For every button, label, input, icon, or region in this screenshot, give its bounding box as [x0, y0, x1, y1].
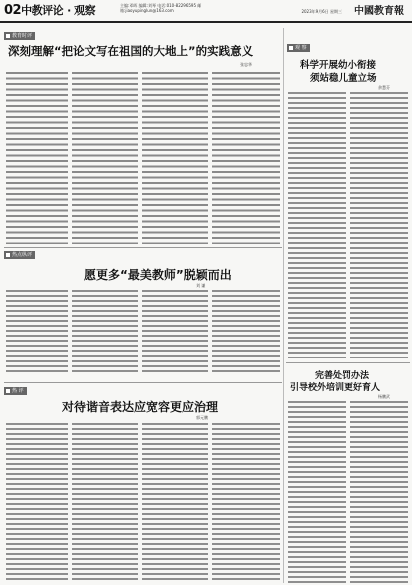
article-body-column	[142, 290, 208, 374]
issue-date: 2023年9月6日 星期三	[301, 9, 342, 14]
article-tag: 观 察	[287, 44, 310, 52]
article-body-column	[72, 290, 138, 374]
article-headline-line: 须站稳儿童立场	[310, 73, 377, 84]
article-body-column	[350, 401, 408, 583]
article-body-column	[6, 72, 68, 244]
article-body-column	[288, 401, 346, 583]
subsection-label: 观察	[74, 4, 96, 17]
header-rule	[0, 21, 412, 23]
article-body-column	[212, 72, 280, 244]
article-byline: 余慧芬	[378, 85, 390, 90]
article-headline-line: 引导校外培训更好育人	[290, 383, 381, 393]
column-divider	[283, 28, 284, 583]
article-body-column	[142, 72, 208, 244]
article-byline: 张忠华	[240, 62, 252, 67]
article-headline-line: 科学开展幼小衔接	[300, 60, 377, 71]
article-headline: 对待谐音表达应宽容更应治理	[62, 400, 219, 414]
article-tag: 热 评	[4, 387, 27, 395]
section-divider	[4, 247, 282, 248]
article-body-column	[288, 92, 346, 358]
article-body-column	[350, 92, 408, 358]
article-body-column	[72, 72, 138, 244]
article-body-column	[142, 423, 208, 583]
article-tag: 热点纵评	[4, 251, 35, 259]
section-divider	[286, 362, 410, 363]
article-body-column	[72, 423, 138, 583]
subsection-name: · 观察	[67, 4, 96, 17]
article-byline: 郭元鹏	[196, 415, 208, 420]
section-divider	[4, 382, 282, 383]
article-headline-line: 完善处罚办法	[315, 371, 370, 381]
article-body-column	[212, 423, 280, 583]
page-header	[0, 0, 412, 22]
editor-info: 主编:邓晖 编辑:刘琴 电话:010-82296595 邮箱:jiaoyupinglun@163.com	[120, 3, 202, 13]
article-headline: 深刻理解“把论文写在祖国的大地上”的实践意义	[8, 44, 254, 58]
masthead-logo: 中國教育報	[354, 6, 404, 17]
article-headline: 愿更多“最美教师”脱颖而出	[84, 268, 232, 282]
article-byline: 杨鹏武	[378, 394, 390, 399]
section-name: 中教评论	[21, 4, 64, 17]
page-folio	[4, 2, 95, 18]
article-body-column	[6, 290, 68, 374]
article-byline: 刘 谦	[196, 283, 206, 288]
article-tag: 教育时评	[4, 32, 35, 40]
page-number: 02	[4, 3, 22, 18]
article-body-column	[6, 423, 68, 583]
article-body-column	[212, 290, 280, 374]
